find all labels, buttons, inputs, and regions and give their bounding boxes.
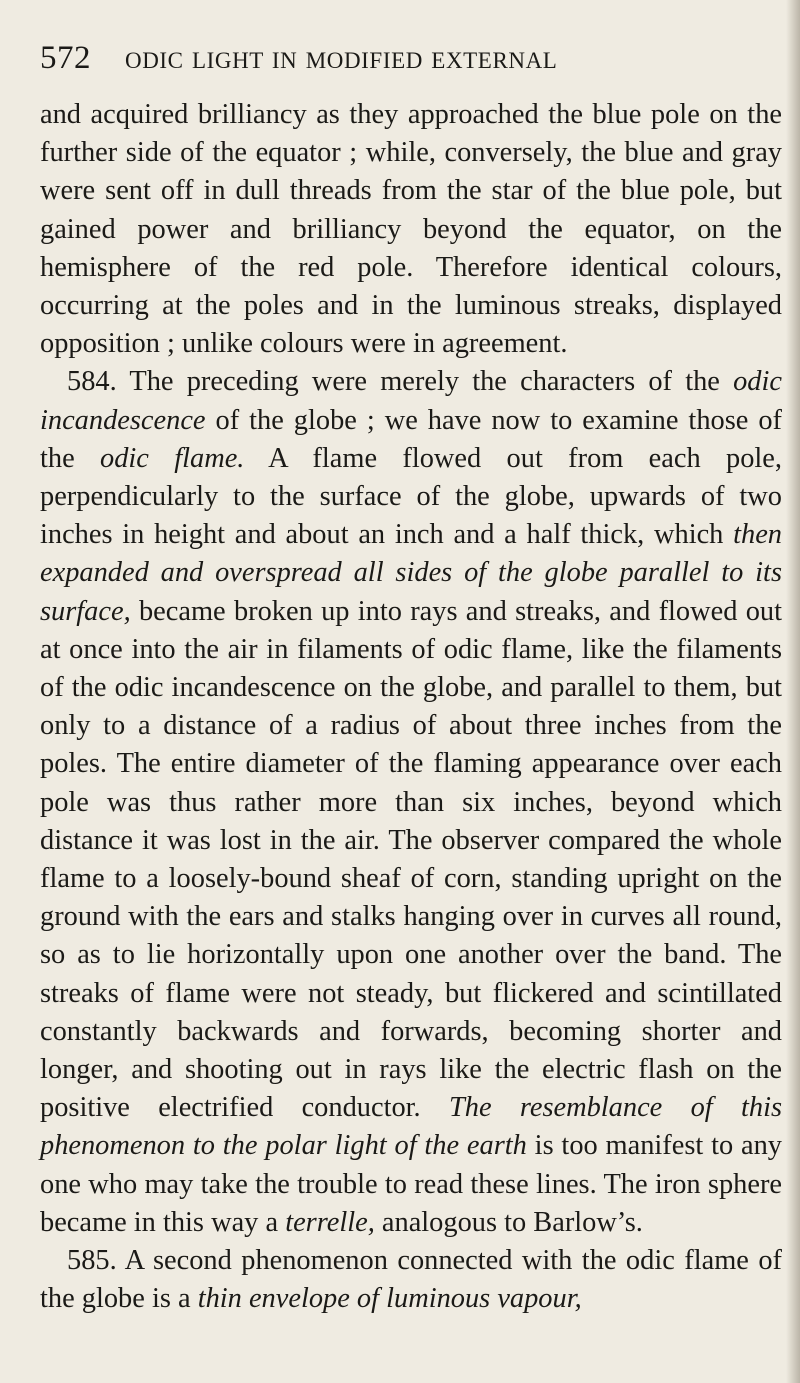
text-segment: became broken up into rays and streaks, and flowed out at once into the air in filaments of odic flame, like the filaments of the odic incandescence on the globe, and parallel to them, but only to a distance of a radius of about three inches from the poles. The entire diameter of the flaming appearance over each pole was thus rather more than six inches, beyond which distance it was lost in the air. The observer compared the whole flame to a loosely-bound sheaf of corn, standing upright on the ground with the ears and stalks hanging over in curves all round, so as to lie horizontally upon one another over the band. The streaks of flame were not steady, but flickered and scintillated constantly backwards and forwards, becoming shorter and longer, and shooting out in rays like the electric flash on the positive electrified conductor. [40,595,782,1124]
italic-text: The resemblance of this phenomenon to the polar light of the earth [40,1092,782,1162]
italic-text: then expanded and overspread all sides of the globe parallel to its surface, [40,519,782,627]
page-number: 572 [40,40,91,76]
paragraph-p0 [40,96,782,363]
text-segment: is too manifest to any one who may take the trouble to read these lines. The iron sphere became in this way a [40,1130,783,1238]
text-segment: A flame flowed out from each pole, perpendicularly to the surface of the globe, upwards of two inches in height and about an inch and a half thick, which [40,442,782,551]
paragraph-p584 [40,363,782,1242]
italic-text: odic flame. [100,442,245,474]
page-edge-shadow [786,0,800,1383]
italic-text: odic incandescence [40,366,782,436]
text-segment: 585. A second phenomenon connected with the odic flame of the globe is a [40,1245,782,1315]
text-segment: of the globe ; we have now to examine those of the [40,404,782,474]
paragraph-p585 [40,1242,782,1318]
italic-text: terrelle, [285,1206,375,1238]
running-title: ODIC LIGHT IN MODIFIED EXTERNAL [125,48,558,73]
body-text [40,96,782,1319]
text-segment: 584. The preceding were merely the characters of the [67,366,734,398]
text-segment: and acquired brilliancy as they approached the blue pole on the further side of the equator ; while, conversely, the blue and gray were sent off in dull threads from the star of the blue pole, but gained power and brilliancy beyond the equator, on the hemisphere of the red pole. Therefore identical colours, occurring at the poles and in the luminous streaks, displayed opposition ; unlike colours were in agreement. [40,99,782,360]
running-head [40,40,782,80]
italic-text: thin envelope of luminous vapour, [197,1283,582,1315]
text-segment: analogous to Barlow’s. [374,1206,643,1238]
